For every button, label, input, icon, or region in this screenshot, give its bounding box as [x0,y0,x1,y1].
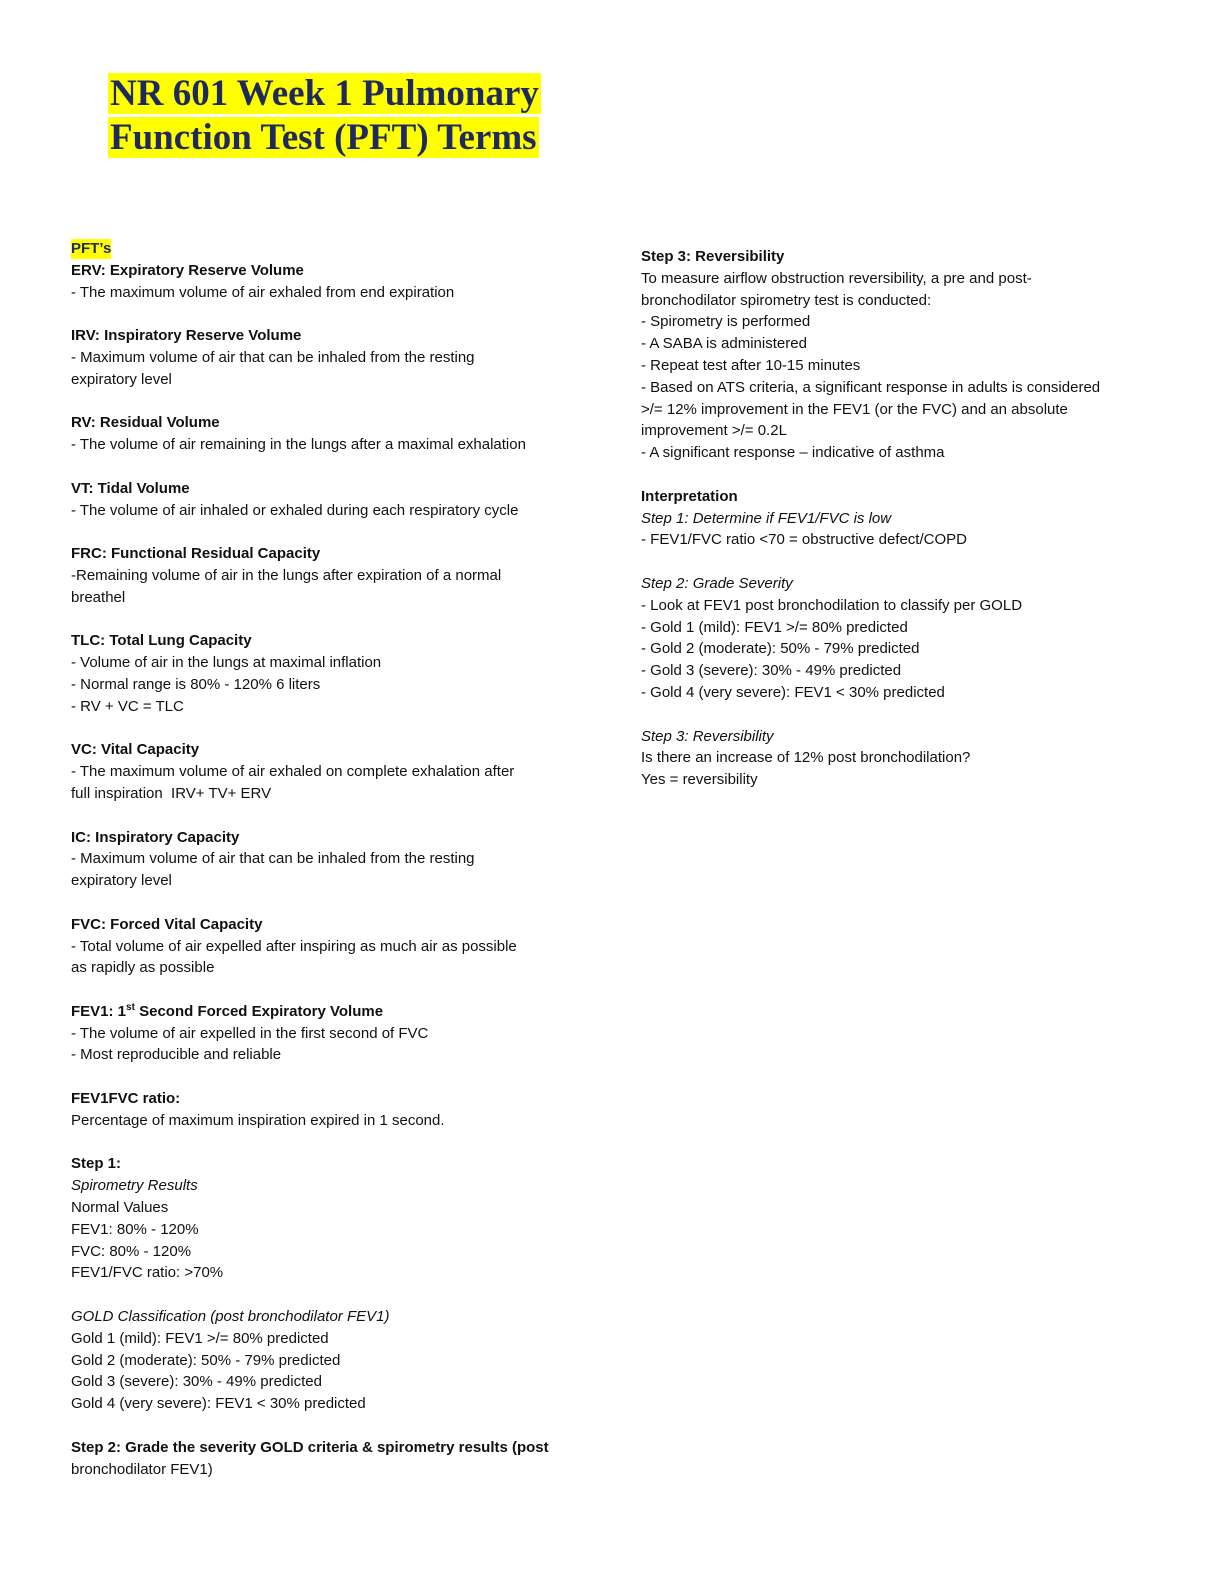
step3-line: improvement >/= 0.2L [641,422,787,440]
fvc-heading: FVC: Forced Vital Capacity [71,915,263,933]
vc-block [71,739,581,804]
fev1-block [71,1001,581,1066]
gold-subheading: GOLD Classification (post bronchodilator FEV1) [71,1308,390,1326]
vt-heading: VT: Tidal Volume [71,479,190,497]
grade-line: - Gold 1 (mild): FEV1 >/= 80% predicted [641,618,908,636]
step3-line: To measure airflow obstruction reversibility, a pre and post- [641,269,1032,287]
step3-line: - A SABA is administered [641,335,807,353]
grade-line: - Gold 3 (severe): 30% - 49% predicted [641,662,902,680]
step1-block [71,1153,581,1284]
interpretation-block [641,486,1151,551]
grade-line: - Gold 4 (very severe): FEV1 < 30% predicted [641,683,945,701]
tlc-line: - Volume of air in the lungs at maximal inflation [71,654,382,672]
step3-line: - Spirometry is performed [641,313,811,331]
grade-block [641,573,1151,704]
step3-line: >/= 12% improvement in the FEV1 (or the FVC) and an absolute [641,400,1068,418]
fev1-heading-b: Second Forced Expiratory Volume [134,1002,384,1020]
ic-heading: IC: Inspiratory Capacity [71,828,240,846]
grade-line: - Look at FEV1 post bronchodilation to classify per GOLD [641,596,1023,614]
ratio-heading: FEV1FVC ratio: [71,1090,181,1108]
irv-block [71,325,581,390]
vt-block [71,478,581,522]
fvc-line: as rapidly as possible [71,959,215,977]
fev1-heading-sup: st [126,1001,135,1013]
rv-heading: RV: Residual Volume [71,414,220,432]
reversibility-line: Yes = reversibility [641,771,758,789]
erv-block [71,238,581,303]
step3-line: - Based on ATS criteria, a significant response in adults is considered [641,378,1101,396]
interpretation-heading: Interpretation [641,487,738,505]
rv-block [71,412,581,456]
gold-line: Gold 2 (moderate): 50% - 79% predicted [71,1351,341,1369]
reversibility-line: Is there an increase of 12% post bronchodilation? [641,749,971,767]
page-title [108,72,541,160]
step1-line: FVC: 80% - 120% [71,1242,192,1260]
gold-line: Gold 3 (severe): 30% - 49% predicted [71,1373,322,1391]
gold-block [71,1306,581,1415]
fvc-block [71,914,581,979]
step3-line: bronchodilator spirometry test is conducted: [641,291,932,309]
step3-heading: Step 3: Reversibility [641,248,785,265]
vt-line: - The volume of air inhaled or exhaled during each respiratory cycle [71,501,519,519]
irv-line: - Maximum volume of air that can be inhaled from the resting [71,348,475,366]
section-label: PFT’s [71,240,112,257]
step1-line: FEV1/FVC ratio: >70% [71,1264,224,1282]
ratio-line: Percentage of maximum inspiration expired in 1 second. [71,1111,445,1129]
step1-line: Normal Values [71,1199,169,1217]
ic-line: expiratory level [71,872,172,890]
frc-line: -Remaining volume of air in the lungs after expiration of a normal [71,566,502,584]
vc-line: - The maximum volume of air exhaled on complete exhalation after [71,763,515,781]
step1-line: FEV1: 80% - 120% [71,1220,199,1238]
gold-line: Gold 1 (mild): FEV1 >/= 80% predicted [71,1329,329,1347]
step1-heading: Step 1: [71,1155,122,1173]
step3-block [641,246,1151,464]
tlc-block [71,630,581,717]
vc-line: full inspiration IRV+ TV+ ERV [71,784,272,802]
vc-heading: VC: Vital Capacity [71,741,200,759]
title-line-1: NR 601 Week 1 Pulmonary [110,73,539,114]
grade-line: - Gold 2 (moderate): 50% - 79% predicted [641,640,920,658]
step3-line: - Repeat test after 10-15 minutes [641,356,861,374]
erv-heading: ERV: Expiratory Reserve Volume [71,261,304,279]
step1-subheading: Spirometry Results [71,1177,198,1195]
step2-line: bronchodilator FEV1) [71,1460,213,1478]
interpretation-subheading: Step 1: Determine if FEV1/FVC is low [641,509,892,527]
ratio-block [71,1088,581,1132]
rv-line: - The volume of air remaining in the lungs after a maximal exhalation [71,436,526,454]
title-line-2: Function Test (PFT) Terms [110,117,537,158]
grade-subheading: Step 2: Grade Severity [641,574,793,592]
tlc-line: - RV + VC = TLC [71,697,184,715]
tlc-heading: TLC: Total Lung Capacity [71,632,252,650]
step3-line: - A significant response – indicative of asthma [641,444,945,462]
reversibility-block [641,726,1151,791]
frc-line: breathel [71,588,126,606]
fev1-heading [71,1001,581,1023]
reversibility-subheading: Step 3: Reversibility [641,727,774,745]
irv-line: expiratory level [71,370,172,388]
frc-heading: FRC: Functional Residual Capacity [71,545,321,563]
fev1-heading-a: FEV1: 1 [71,1002,127,1020]
irv-heading: IRV: Inspiratory Reserve Volume [71,327,302,345]
fev1-line: - The volume of air expelled in the first second of FVC [71,1024,429,1042]
frc-block [71,543,581,608]
ic-line: - Maximum volume of air that can be inhaled from the resting [71,850,475,868]
step2-block [71,1437,581,1481]
gold-line: Gold 4 (very severe): FEV1 < 30% predicted [71,1395,366,1413]
tlc-line: - Normal range is 80% - 120% 6 liters [71,675,321,693]
interpretation-line: - FEV1/FVC ratio <70 = obstructive defect/COPD [641,531,967,549]
left-column [71,238,581,1502]
ic-block [71,827,581,892]
fvc-line: - Total volume of air expelled after inspiring as much air as possible [71,937,517,955]
fev1-line: - Most reproducible and reliable [71,1046,282,1064]
step2-heading: Step 2: Grade the severity GOLD criteria & spirometry results (post [71,1438,549,1456]
erv-line: - The maximum volume of air exhaled from end expiration [71,283,455,301]
right-column [641,246,1151,813]
